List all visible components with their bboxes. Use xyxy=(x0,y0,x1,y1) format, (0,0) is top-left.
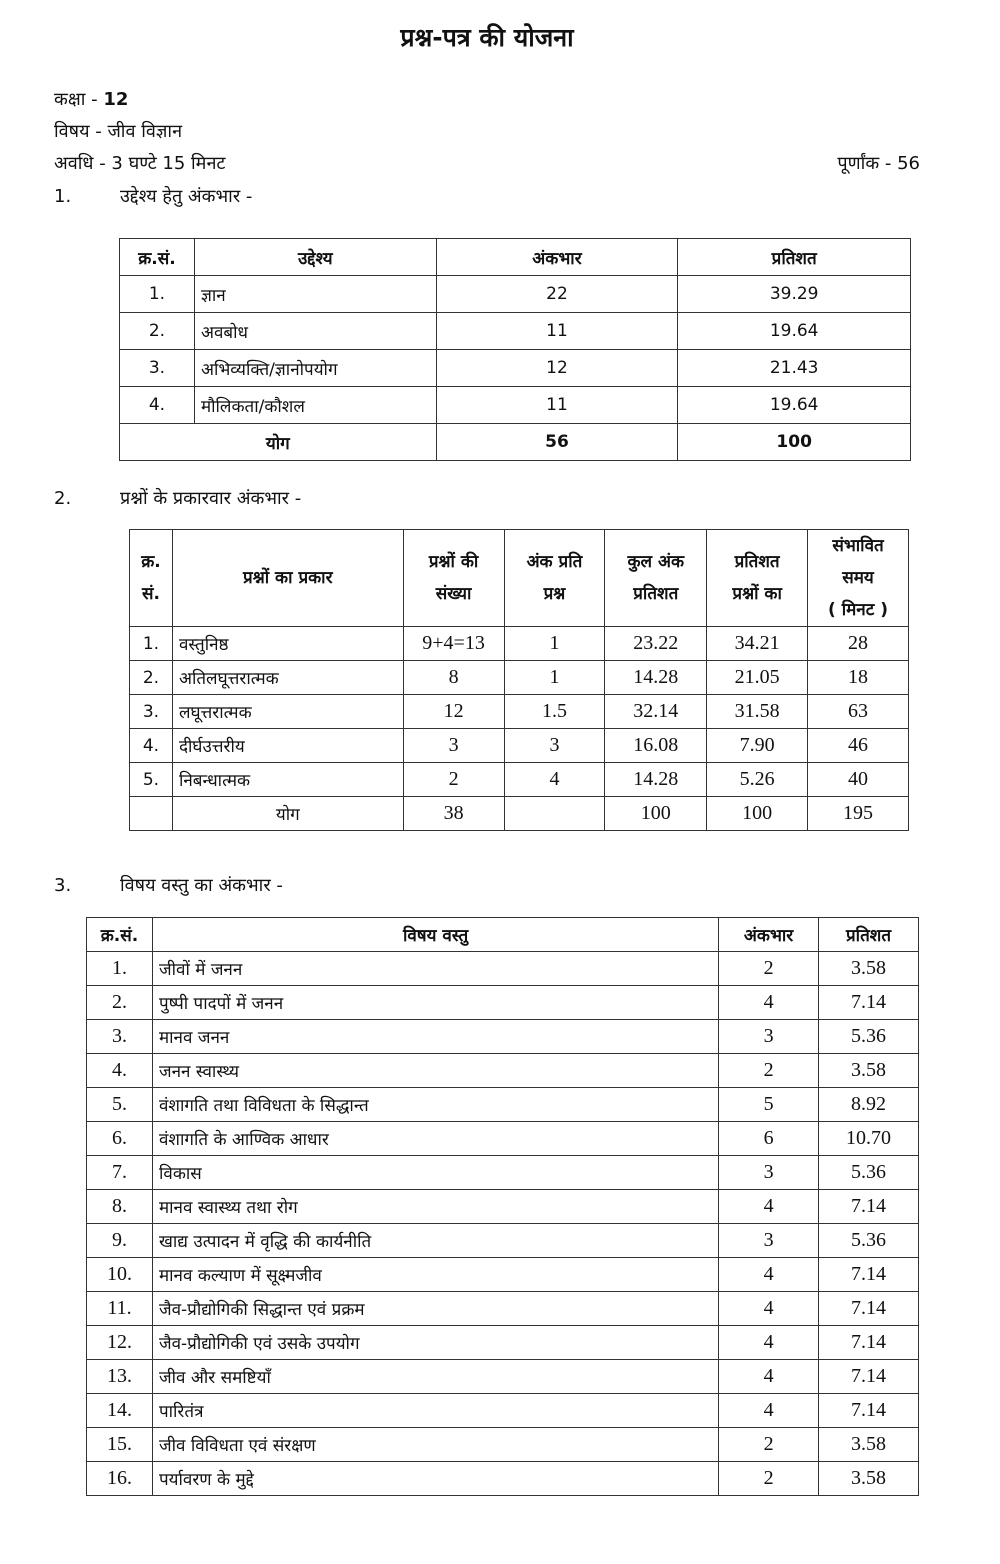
total-cell: 100 xyxy=(707,797,808,831)
table-cell: 2 xyxy=(403,763,504,797)
header-cell: विषय वस्तु xyxy=(152,918,718,952)
table-cell: 3. xyxy=(120,350,195,387)
table-cell: 3. xyxy=(87,1020,153,1054)
header-cell: प्रतिशत xyxy=(819,918,919,952)
table-cell: 3.58 xyxy=(819,1054,919,1088)
table-cell: 13. xyxy=(87,1360,153,1394)
table-cell: 3 xyxy=(403,729,504,763)
table-cell: 7.14 xyxy=(819,1360,919,1394)
table-cell: 3 xyxy=(504,729,605,763)
table-cell: 31.58 xyxy=(707,695,808,729)
table-cell: 3. xyxy=(130,695,173,729)
table-cell: 1 xyxy=(504,661,605,695)
table-row xyxy=(87,1122,919,1156)
table-cell: मानव कल्याण में सूक्ष्मजीव xyxy=(152,1258,718,1292)
table-row xyxy=(87,1088,919,1122)
table-row xyxy=(120,350,911,387)
table-cell: 2 xyxy=(719,1462,819,1496)
table-cell: 12. xyxy=(87,1326,153,1360)
table-cell: 28 xyxy=(808,627,909,661)
table-cell: 1. xyxy=(87,952,153,986)
table-cell: 1.5 xyxy=(504,695,605,729)
table-cell: 15. xyxy=(87,1428,153,1462)
table-cell: 19.64 xyxy=(678,313,911,350)
table-cell: दीर्घउत्तरीय xyxy=(172,729,403,763)
table-row xyxy=(87,1224,919,1258)
total-label: योग xyxy=(120,424,437,461)
table-cell: निबन्धात्मक xyxy=(172,763,403,797)
section-title: उद्देश्य हेतु अंकभार - xyxy=(120,186,253,207)
table-cell: 4. xyxy=(120,387,195,424)
table-cell: पारितंत्र xyxy=(152,1394,718,1428)
table-cell: 7.14 xyxy=(819,986,919,1020)
table-cell: 14.28 xyxy=(605,661,707,695)
table-row xyxy=(130,763,909,797)
table-cell: 40 xyxy=(808,763,909,797)
table-cell: जैव-प्रौद्योगिकी एवं उसके उपयोग xyxy=(152,1326,718,1360)
table-cell: 39.29 xyxy=(678,276,911,313)
table-cell: 6 xyxy=(719,1122,819,1156)
section-3-heading xyxy=(54,873,283,897)
table-row xyxy=(87,1292,919,1326)
table-cell: 3 xyxy=(719,1020,819,1054)
section-number: 1. xyxy=(54,186,72,207)
table-cell: विकास xyxy=(152,1156,718,1190)
table-cell: 14.28 xyxy=(605,763,707,797)
table-row xyxy=(120,387,911,424)
total-cell: 100 xyxy=(678,424,911,461)
table-cell: 4 xyxy=(719,1360,819,1394)
total-cell xyxy=(504,797,605,831)
table-row xyxy=(130,729,909,763)
table-cell: 3 xyxy=(719,1156,819,1190)
header-cell: प्रश्नों का प्रकार xyxy=(172,530,403,627)
table-cell: 9+4=13 xyxy=(403,627,504,661)
class-value: 12 xyxy=(103,89,129,110)
table-cell: 4 xyxy=(719,1394,819,1428)
table-row xyxy=(87,1428,919,1462)
total-cell: 38 xyxy=(403,797,504,831)
page-title: प्रश्न-पत्र की योजना xyxy=(400,23,574,52)
table-cell: 5.36 xyxy=(819,1224,919,1258)
table-cell: 2 xyxy=(719,952,819,986)
table-cell: 21.43 xyxy=(678,350,911,387)
objective-weightage-table xyxy=(119,238,911,461)
table-cell: 3.58 xyxy=(819,952,919,986)
section-number: 2. xyxy=(54,488,72,509)
table-row xyxy=(87,1394,919,1428)
table-row xyxy=(87,1054,919,1088)
header-cell: क्र. सं. xyxy=(130,530,173,627)
table-row xyxy=(87,986,919,1020)
duration-line: अवधि - 3 घण्टे 15 मिनट xyxy=(54,153,226,174)
table-cell: अभिव्यक्ति/ज्ञानोपयोग xyxy=(194,350,436,387)
table-cell: मानव स्वास्थ्य तथा रोग xyxy=(152,1190,718,1224)
table-cell: 19.64 xyxy=(678,387,911,424)
table-cell: 4 xyxy=(719,1326,819,1360)
table-cell: 4. xyxy=(130,729,173,763)
table-cell: 2 xyxy=(719,1428,819,1462)
table-cell: 1. xyxy=(120,276,195,313)
table-cell: 10.70 xyxy=(819,1122,919,1156)
table-cell: 11 xyxy=(436,313,678,350)
table-cell: 22 xyxy=(436,276,678,313)
table-cell: 5.36 xyxy=(819,1156,919,1190)
table-row xyxy=(87,1360,919,1394)
table-cell: 18 xyxy=(808,661,909,695)
subject-line: विषय - जीव विज्ञान xyxy=(54,121,183,142)
table-cell: अवबोध xyxy=(194,313,436,350)
total-row xyxy=(120,424,911,461)
table-cell: 16.08 xyxy=(605,729,707,763)
table-cell: 23.22 xyxy=(605,627,707,661)
total-row xyxy=(130,797,909,831)
table-cell: वस्तुनिष्ठ xyxy=(172,627,403,661)
table-cell: 16. xyxy=(87,1462,153,1496)
table-cell: पुष्पी पादपों में जनन xyxy=(152,986,718,1020)
table-cell: 11. xyxy=(87,1292,153,1326)
header-cell: अंकभार xyxy=(719,918,819,952)
table-cell: जीव और समष्टियाँ xyxy=(152,1360,718,1394)
table-cell: 11 xyxy=(436,387,678,424)
table-cell: जीवों में जनन xyxy=(152,952,718,986)
table-cell: 4 xyxy=(719,1190,819,1224)
header-cell: प्रतिशत प्रश्नों का xyxy=(707,530,808,627)
table-cell: 4. xyxy=(87,1054,153,1088)
table-row xyxy=(130,627,909,661)
table-cell: 5. xyxy=(87,1088,153,1122)
table-cell: 7.14 xyxy=(819,1394,919,1428)
full-marks: पूर्णांक - 56 xyxy=(837,153,920,174)
table-row xyxy=(87,1190,919,1224)
table-cell: 14. xyxy=(87,1394,153,1428)
table-cell: जनन स्वास्थ्य xyxy=(152,1054,718,1088)
total-cell: 56 xyxy=(436,424,678,461)
table-header-row xyxy=(120,239,911,276)
header-cell: क्र.सं. xyxy=(87,918,153,952)
table-row xyxy=(87,1258,919,1292)
empty-cell xyxy=(130,797,173,831)
table-cell: 4 xyxy=(504,763,605,797)
table-cell: 4 xyxy=(719,1292,819,1326)
total-cell: 100 xyxy=(605,797,707,831)
table-row xyxy=(87,1326,919,1360)
table-cell: 2 xyxy=(719,1054,819,1088)
table-cell: 21.05 xyxy=(707,661,808,695)
table-cell: 7.14 xyxy=(819,1258,919,1292)
table-cell: 5.36 xyxy=(819,1020,919,1054)
table-cell: 5.26 xyxy=(707,763,808,797)
table-cell: 8.92 xyxy=(819,1088,919,1122)
table-cell: 12 xyxy=(403,695,504,729)
table-cell: 7.14 xyxy=(819,1190,919,1224)
header-cell: संभावित समय ( मिनट ) xyxy=(808,530,909,627)
table-row xyxy=(130,695,909,729)
total-cell: 195 xyxy=(808,797,909,831)
subject-content-table xyxy=(86,917,919,1496)
table-cell: खाद्य उत्पादन में वृद्धि की कार्यनीति xyxy=(152,1224,718,1258)
table-cell: जीव विविधता एवं संरक्षण xyxy=(152,1428,718,1462)
table-cell: 7.14 xyxy=(819,1326,919,1360)
table-header-row xyxy=(87,918,919,952)
table-cell: 2. xyxy=(130,661,173,695)
total-label: योग xyxy=(172,797,403,831)
table-cell: 1 xyxy=(504,627,605,661)
table-cell: मौलिकता/कौशल xyxy=(194,387,436,424)
table-header-row xyxy=(130,530,909,627)
table-cell: 2. xyxy=(87,986,153,1020)
section-number: 3. xyxy=(54,875,72,896)
table-cell: 2. xyxy=(120,313,195,350)
table-cell: 34.21 xyxy=(707,627,808,661)
header-cell: क्र.सं. xyxy=(120,239,195,276)
table-row xyxy=(87,952,919,986)
table-cell: 4 xyxy=(719,1258,819,1292)
table-cell: लघूत्तरात्मक xyxy=(172,695,403,729)
header-cell: प्रश्नों की संख्या xyxy=(403,530,504,627)
table-row xyxy=(87,1462,919,1496)
section-1-heading xyxy=(54,184,252,208)
table-cell: 7.90 xyxy=(707,729,808,763)
table-cell: मानव जनन xyxy=(152,1020,718,1054)
table-cell: वंशागति के आण्विक आधार xyxy=(152,1122,718,1156)
table-cell: 3.58 xyxy=(819,1462,919,1496)
table-cell: 6. xyxy=(87,1122,153,1156)
section-title: प्रश्नों के प्रकारवार अंकभार - xyxy=(120,488,302,509)
table-cell: पर्यावरण के मुद्दे xyxy=(152,1462,718,1496)
header-cell: प्रतिशत xyxy=(678,239,911,276)
table-cell: अतिलघूत्तरात्मक xyxy=(172,661,403,695)
table-row xyxy=(130,661,909,695)
table-cell: 12 xyxy=(436,350,678,387)
table-cell: 9. xyxy=(87,1224,153,1258)
table-cell: 1. xyxy=(130,627,173,661)
table-cell: जैव-प्रौद्योगिकी सिद्धान्त एवं प्रक्रम xyxy=(152,1292,718,1326)
question-type-table xyxy=(129,529,909,831)
table-cell: 7.14 xyxy=(819,1292,919,1326)
table-cell: 3.58 xyxy=(819,1428,919,1462)
table-cell: 8. xyxy=(87,1190,153,1224)
table-cell: 5. xyxy=(130,763,173,797)
table-cell: ज्ञान xyxy=(194,276,436,313)
table-cell: वंशागति तथा विविधता के सिद्धान्त xyxy=(152,1088,718,1122)
header-cell: अंक प्रति प्रश्न xyxy=(504,530,605,627)
section-title: विषय वस्तु का अंकभार - xyxy=(120,875,283,896)
table-cell: 7. xyxy=(87,1156,153,1190)
table-row xyxy=(120,276,911,313)
table-cell: 8 xyxy=(403,661,504,695)
table-cell: 46 xyxy=(808,729,909,763)
table-row xyxy=(120,313,911,350)
table-cell: 4 xyxy=(719,986,819,1020)
class-label: कक्षा - xyxy=(54,89,104,110)
header-cell: कुल अंक प्रतिशत xyxy=(605,530,707,627)
table-cell: 10. xyxy=(87,1258,153,1292)
table-cell: 32.14 xyxy=(605,695,707,729)
table-row xyxy=(87,1156,919,1190)
header-cell: अंकभार xyxy=(436,239,678,276)
section-2-heading xyxy=(54,486,301,510)
table-cell: 5 xyxy=(719,1088,819,1122)
table-cell: 3 xyxy=(719,1224,819,1258)
class-line xyxy=(54,84,128,116)
header-cell: उद्देश्य xyxy=(194,239,436,276)
table-cell: 63 xyxy=(808,695,909,729)
table-row xyxy=(87,1020,919,1054)
